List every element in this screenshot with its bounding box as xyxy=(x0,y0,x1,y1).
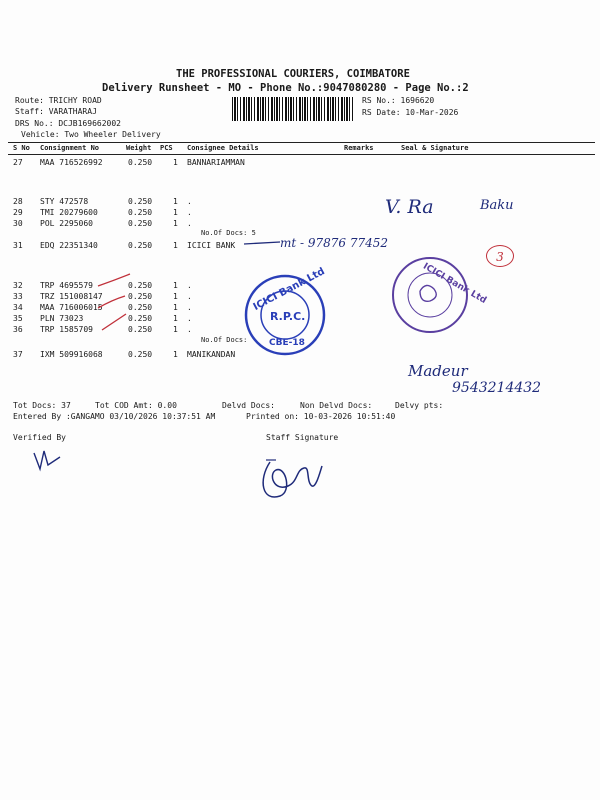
row-weight: 0.250 xyxy=(128,292,153,301)
row-details: . xyxy=(187,197,192,206)
col-remarks: Remarks xyxy=(344,144,374,152)
row-pcs: 1 xyxy=(173,197,178,206)
runsheet-subtitle: Delivery Runsheet - MO - Phone No.:9047080280 - Page No.:2 xyxy=(102,82,469,94)
col-weight: Weight xyxy=(126,144,152,152)
row-sno: 32 xyxy=(13,281,23,290)
route-label: Route: TRICHY ROAD xyxy=(15,96,102,105)
circled-number-text: 3 xyxy=(496,250,504,264)
row-weight: 0.250 xyxy=(128,197,153,206)
row-details: . xyxy=(187,219,192,228)
col-consignment: Consignment No xyxy=(40,144,100,152)
drs-label: DRS No.: DCJB169662002 xyxy=(15,119,121,128)
row-sno: 31 xyxy=(13,241,23,250)
col-pcs: PCS xyxy=(160,144,173,152)
row-consignment: MAA 716006015 xyxy=(40,303,103,312)
verified-by-signature xyxy=(30,445,70,475)
row-pcs: 1 xyxy=(173,350,178,359)
small-stamp-text: ICICI Bank Ltd xyxy=(421,261,488,306)
row-consignment: PLN 73023 xyxy=(40,314,84,323)
row-consignment: STY 472578 xyxy=(40,197,89,206)
row-details: . xyxy=(187,292,192,301)
total-docs: Tot Docs: 37 xyxy=(13,401,71,410)
handwritten-phone-row37: 9543214432 xyxy=(452,380,542,396)
col-details: Consignee Details xyxy=(187,144,259,152)
header-top-rule xyxy=(8,142,595,143)
stamp-ring-text: ICICI Bank Ltd xyxy=(251,266,327,314)
row-consignment: IXM 509916068 xyxy=(40,350,103,359)
delivered-docs: Delvd Docs: xyxy=(222,401,275,410)
row-sno: 35 xyxy=(13,314,23,323)
row-details: . xyxy=(187,325,192,334)
rs-date: RS Date: 10-Mar-2026 xyxy=(362,108,459,117)
non-delivered-docs: Non Delvd Docs: xyxy=(300,401,373,410)
entered-by: Entered By :GANGAMO 03/10/2026 10:37:51 AM xyxy=(13,412,216,421)
row-sno: 27 xyxy=(13,158,23,167)
handwritten-note-row28: Baku xyxy=(480,198,514,213)
stamp-center-text: R.P.C. xyxy=(270,310,306,323)
row-details: . xyxy=(187,281,192,290)
row-pcs: 1 xyxy=(173,208,178,217)
icici-bank-rpc-stamp xyxy=(243,266,327,357)
col-seal: Seal & Signature xyxy=(401,144,469,152)
icici-bank-small-stamp xyxy=(390,255,488,335)
row-weight: 0.250 xyxy=(128,314,153,323)
row-sno: 30 xyxy=(13,219,23,228)
verified-by-label: Verified By xyxy=(13,433,66,442)
row-sno: 29 xyxy=(13,208,23,217)
barcode xyxy=(232,97,354,121)
row-pcs: 1 xyxy=(173,325,178,334)
row-consignment: MAA 716526992 xyxy=(40,158,103,167)
table-row xyxy=(0,219,600,230)
row-sno: 33 xyxy=(13,292,23,301)
row-weight: 0.250 xyxy=(128,219,153,228)
row-pcs: 1 xyxy=(173,158,178,167)
staff-label: Staff: VARATHARAJ xyxy=(15,107,97,116)
row-pcs: 1 xyxy=(173,241,178,250)
rs-number: RS No.: 1696620 xyxy=(362,96,435,105)
delivery-points: Delvy pts: xyxy=(395,401,444,410)
row-details: . xyxy=(187,314,192,323)
row-consignment: TRP 1585709 xyxy=(40,325,93,334)
row-details: . xyxy=(187,303,192,312)
row-pcs: 1 xyxy=(173,292,178,301)
col-sno: S No xyxy=(13,144,30,152)
group-doc-count: No.Of Docs: xyxy=(201,336,248,344)
row-consignment: POL 2295060 xyxy=(40,219,93,228)
handwritten-name-row37: Madeur xyxy=(408,362,468,380)
vehicle-label: Vehicle: Two Wheeler Delivery xyxy=(21,130,161,139)
row-weight: 0.250 xyxy=(128,208,153,217)
row-details: MANIKANDAN xyxy=(187,350,236,359)
circled-number xyxy=(486,245,514,267)
row-pcs: 1 xyxy=(173,303,178,312)
row-details: ICICI BANK xyxy=(187,241,236,250)
pen-stroke xyxy=(244,238,284,248)
handwritten-signature-row28: V. Ra xyxy=(385,196,434,218)
row-weight: 0.250 xyxy=(128,325,153,334)
staff-signature-label: Staff Signature xyxy=(266,433,339,442)
row-sno: 34 xyxy=(13,303,23,312)
row-weight: 0.250 xyxy=(128,158,153,167)
header-bottom-rule xyxy=(8,154,595,155)
row-pcs: 1 xyxy=(173,219,178,228)
row-sno: 37 xyxy=(13,350,23,359)
stamp-bottom-text: CBE-18 xyxy=(269,338,305,348)
row-pcs: 1 xyxy=(173,314,178,323)
row-details: . xyxy=(187,208,192,217)
row-weight: 0.250 xyxy=(128,303,153,312)
total-cod: Tot COD Amt: 0.00 xyxy=(95,401,177,410)
row-consignment: TMI 20279600 xyxy=(40,208,98,217)
company-title: THE PROFESSIONAL COURIERS, COIMBATORE xyxy=(176,68,410,80)
handwritten-mobile-row31: mt - 97876 77452 xyxy=(280,236,389,250)
row-consignment: TRP 4695579 xyxy=(40,281,93,290)
red-tick-marks xyxy=(90,270,140,340)
group-doc-count: No.Of Docs: 5 xyxy=(201,229,256,237)
row-weight: 0.250 xyxy=(128,281,153,290)
row-sno: 36 xyxy=(13,325,23,334)
row-pcs: 1 xyxy=(173,281,178,290)
row-consignment: EDQ 22351340 xyxy=(40,241,98,250)
row-details: BANNARIAMMAN xyxy=(187,158,245,167)
row-sno: 28 xyxy=(13,197,23,206)
staff-signature-scribble xyxy=(256,452,326,510)
row-weight: 0.250 xyxy=(128,241,153,250)
table-row xyxy=(0,158,600,169)
row-consignment: TRZ 151008147 xyxy=(40,292,103,301)
row-weight: 0.250 xyxy=(128,350,153,359)
printed-on: Printed on: 10-03-2026 10:51:40 xyxy=(246,412,396,421)
